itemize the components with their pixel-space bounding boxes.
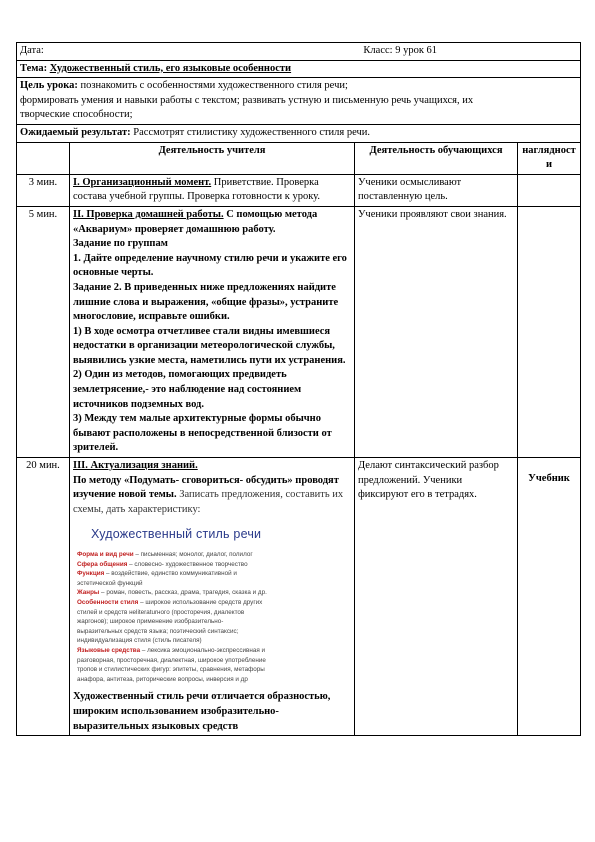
result-label: Ожидаемый результат: <box>20 126 131 138</box>
stage-row-1 <box>17 174 581 206</box>
goal-line-1: познакомить с особенностями художественного стиля речи; <box>80 80 348 92</box>
inset-line-text: – лексика эмоционально-экспрессивная и <box>140 646 266 654</box>
inset-line-text: – словесно- художественное творчество <box>127 560 248 568</box>
goal-line-3: творческие способности; <box>20 109 133 121</box>
inset-line-key: Особенности стиля <box>77 598 139 606</box>
stage-3-method-text: По методу «Подумать- сговориться- обсудить» проводят изучение новой темы. <box>73 474 339 501</box>
inset-title: Художественный стиль речи <box>91 527 262 542</box>
stage-1-text: Приветствие. Проверка состава учебной группы. Проверка готовности к уроку. <box>73 176 320 203</box>
inset-line-text: жаргонов); широкое применение изобразительно- <box>77 618 224 626</box>
stage-1-time: 3 мин. <box>17 174 70 206</box>
goal-line-2: формировать умения и навыки работы с текстом; развивать устную и письменную речь учащихся, их <box>20 94 474 106</box>
col-time-header <box>17 142 70 174</box>
inset-line-text: разговорная, просторечная, диалектная, широкое употребление <box>77 656 266 664</box>
inset-line <box>77 560 349 570</box>
inset-line <box>77 636 349 646</box>
stage-2-teacher <box>70 206 355 457</box>
stage-2-task-1: 1. Дайте определение научному стилю речи и укажите его основные черты. <box>73 252 347 279</box>
inset-line-text: тропов и стилистических фигур: эпитеты, сравнения, метафоры <box>77 666 265 674</box>
stage-2-time: 5 мин. <box>17 206 70 457</box>
topic-row <box>17 60 581 78</box>
stage-2-item-1: 1) В ходе осмотра отчетливее стали видны имевшиеся недостатки в организации метеорологической службы, выявились узкие места, наметились пути их устранения. <box>73 325 346 366</box>
stage-2-task-2: Задание 2. В приведенных ниже предложениях найдите лишние слова и выражения, «общие фразы», устраните многословие, исправьте ошибки. <box>73 281 339 323</box>
inset-line-text: стилей и средств неliteraturного (просторечия, диалектов <box>77 608 245 616</box>
inset-line-text: выразительных средств языка; поэтический синтаксис; <box>77 627 239 635</box>
inset-line-text: анафора, антитеза, риторические вопросы, инверсия и др <box>77 675 248 683</box>
date-label: Дата: <box>20 45 44 56</box>
stage-2-intro: С помощью метода «Аквариум» проверяет домашнюю работу. <box>73 208 318 235</box>
inset-line <box>77 665 349 675</box>
result-text: Рассмотрят стилистику художественного стиля речи. <box>133 126 371 138</box>
stage-2-task-group: Задание по группам <box>73 238 168 250</box>
column-header-row <box>17 142 581 174</box>
inset-line-key: Языковые средства <box>77 646 141 654</box>
stage-3-teacher <box>70 458 355 736</box>
stage-3-method <box>73 474 351 518</box>
inset-line <box>77 579 349 589</box>
stage-1-title: I. Организационный момент. <box>73 176 212 188</box>
inset-line-key: Функция <box>77 570 105 578</box>
date-row <box>17 43 581 61</box>
inset-line <box>77 646 349 656</box>
col-teacher-header: Деятельность учителя <box>70 142 355 174</box>
inset-line-text: – письменная; монолог, диалог, полилог <box>133 551 253 558</box>
inset-line <box>77 550 349 560</box>
stage-1-visual <box>518 174 581 206</box>
stage-3-visual <box>518 458 581 736</box>
stage-3-student: Делают синтаксический разбор предложений. Ученики фиксируют его в тетрадях. <box>355 458 518 736</box>
inset-line <box>77 627 349 637</box>
stage-1-student: Ученики осмысливают поставленную цель. <box>355 174 518 206</box>
stage-row-3 <box>17 458 581 736</box>
textbook-label: Учебник <box>528 473 570 485</box>
col-visual-header <box>518 142 581 174</box>
inset-line <box>77 608 349 618</box>
inset-line-text: эстетической функций <box>77 579 143 587</box>
stage-3-closing: Художественный стиль речи отличается образностью, широким использованием изобразительно-выразительных языковых средств <box>73 691 331 732</box>
col-visual-line-1: наглядност <box>522 144 576 156</box>
inset-line <box>77 617 349 627</box>
stage-2-visual <box>518 206 581 457</box>
stage-3-title: III. Актуализация знаний. <box>73 460 198 472</box>
lesson-plan-page <box>16 42 580 799</box>
inset-line <box>77 675 349 685</box>
result-row <box>17 124 581 142</box>
col-student-header: Деятельность обучающихся <box>355 142 518 174</box>
inset-line-key: Форма и вид речи <box>77 551 134 558</box>
goal-label: Цель урока: <box>20 80 78 92</box>
inset-line-key: Жанры <box>77 589 100 597</box>
inset-line <box>77 656 349 666</box>
stage-2-title: II. Проверка домашней работы. <box>73 208 224 220</box>
stage-2-item-3: 3) Между тем малые архитектурные формы обычно бывают расположены в непосредственной близости от зрителей. <box>73 413 332 454</box>
inset-line <box>77 598 349 608</box>
stage-2-student: Ученики проявляют свои знания. <box>355 206 518 457</box>
goal-row <box>17 78 581 125</box>
stage-3-assign-text: Записать предложения, составить их схемы, дать характеристику: <box>73 489 344 515</box>
stage-row-2 <box>17 206 581 457</box>
col-visual-line-2: и <box>545 159 553 171</box>
inset-line-text: – широкое использование средств других <box>138 598 263 606</box>
stage-2-item-2: 2) Один из методов, помогающих предвидеть землетрясение,- это наблюдение над состоянием источников подземных вод. <box>73 369 302 410</box>
stage-1-teacher <box>70 174 355 206</box>
inset-line-text: индивидуализация стиля (стиль писателя) <box>77 637 202 645</box>
topic-text: Художественный стиль, его языковые особенности <box>49 62 292 74</box>
inset-line-key: Сфера общения <box>77 560 128 568</box>
inset-line-text: – воздействие, единство коммуникативной и <box>104 570 237 578</box>
topic-label: Тема: <box>20 62 48 74</box>
inset-line <box>77 569 349 579</box>
stage-3-time: 20 мин. <box>17 458 70 736</box>
style-summary-image <box>77 527 349 684</box>
inset-lines <box>77 550 349 684</box>
inset-line-text: – роман, повесть, рассказ, драма, трагедия, сказка и др. <box>99 589 267 597</box>
class-label: Класс: 9 урок 61 <box>363 45 438 56</box>
lesson-plan-table <box>16 42 581 736</box>
inset-line <box>77 588 349 598</box>
